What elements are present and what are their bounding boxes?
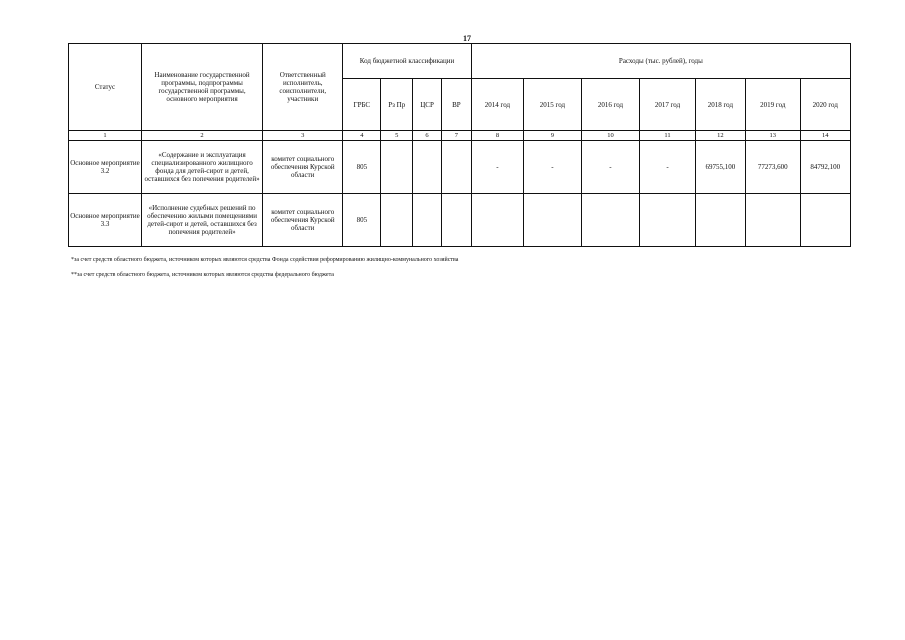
row-value-2016 [581,194,640,247]
row-name: «Содержание и эксплуатация специализированного жилищного фонда для детей-сирот и детей, оставшихся без попечения родителей» [141,141,262,194]
header-code-rzpr: Рз Пр [381,79,413,131]
footnotes [71,256,458,286]
header-year-2017: 2017 год [640,79,695,131]
row-value-2016: - [581,141,640,194]
column-number: 12 [695,131,745,141]
header-year-2018: 2018 год [695,79,745,131]
page-number: 17 [463,34,471,43]
header-code-vr: ВР [441,79,471,131]
column-number: 11 [640,131,695,141]
column-number: 13 [746,131,800,141]
column-number: 14 [800,131,850,141]
column-number: 9 [524,131,582,141]
column-number: 4 [343,131,381,141]
row-csr [413,194,442,247]
row-name: «Исполнение судебных решений по обеспечению жилыми помещениями детей-сирот и детей, оставшихся без попечения родителей» [141,194,262,247]
row-vr [441,141,471,194]
row-rzpr [381,194,413,247]
row-value-2018 [695,194,745,247]
header-executor: Ответственный исполнитель, соисполнители, участники [263,44,343,131]
budget-table [68,43,851,247]
header-year-2020: 2020 год [800,79,850,131]
header-code-grbs: ГРБС [343,79,381,131]
row-value-2017 [640,194,695,247]
footnote: **за счет средств областного бюджета, источником которых являются средства федерального бюджета [71,272,334,278]
column-number: 8 [471,131,523,141]
row-executor: комитет социального обеспечения Курской области [263,141,343,194]
row-csr [413,141,442,194]
column-number: 6 [413,131,442,141]
header-status: Статус [69,44,142,131]
row-status: Основное мероприятие 3.3 [69,194,142,247]
footnote: *за счет средств областного бюджета, источником которых являются средства Фонда содействия реформированию жилищно-коммунального хозяйства [71,257,459,263]
row-value-2018: 69755,100 [695,141,745,194]
row-grbs: 805 [343,141,381,194]
header-year-2019: 2019 год [746,79,800,131]
column-number: 10 [581,131,640,141]
row-value-2014 [471,194,523,247]
row-value-2019 [746,194,800,247]
row-value-2015 [524,194,582,247]
table-row [69,141,851,194]
header-year-2016: 2016 год [581,79,640,131]
row-value-2014: - [471,141,523,194]
row-value-2020 [800,194,850,247]
column-number: 3 [263,131,343,141]
table-row [69,194,851,247]
row-value-2017: - [640,141,695,194]
row-vr [441,194,471,247]
row-grbs: 805 [343,194,381,247]
row-value-2015: - [524,141,582,194]
header-program-name: Наименование государственной программы, подпрограммы государственной программы, основного мероприятия [141,44,262,131]
header-expenses: Расходы (тыс. рублей), годы [471,44,850,79]
row-executor: комитет социального обеспечения Курской области [263,194,343,247]
header-code-csr: ЦСР [413,79,442,131]
column-number: 2 [141,131,262,141]
row-value-2019: 77273,600 [746,141,800,194]
column-number: 5 [381,131,413,141]
column-number: 1 [69,131,142,141]
column-number: 7 [441,131,471,141]
row-rzpr [381,141,413,194]
row-value-2020: 84792,100 [800,141,850,194]
header-year-2014: 2014 год [471,79,523,131]
row-status: Основное мероприятие 3.2 [69,141,142,194]
header-budget-code: Код бюджетной классификации [343,44,471,79]
header-year-2015: 2015 год [524,79,582,131]
